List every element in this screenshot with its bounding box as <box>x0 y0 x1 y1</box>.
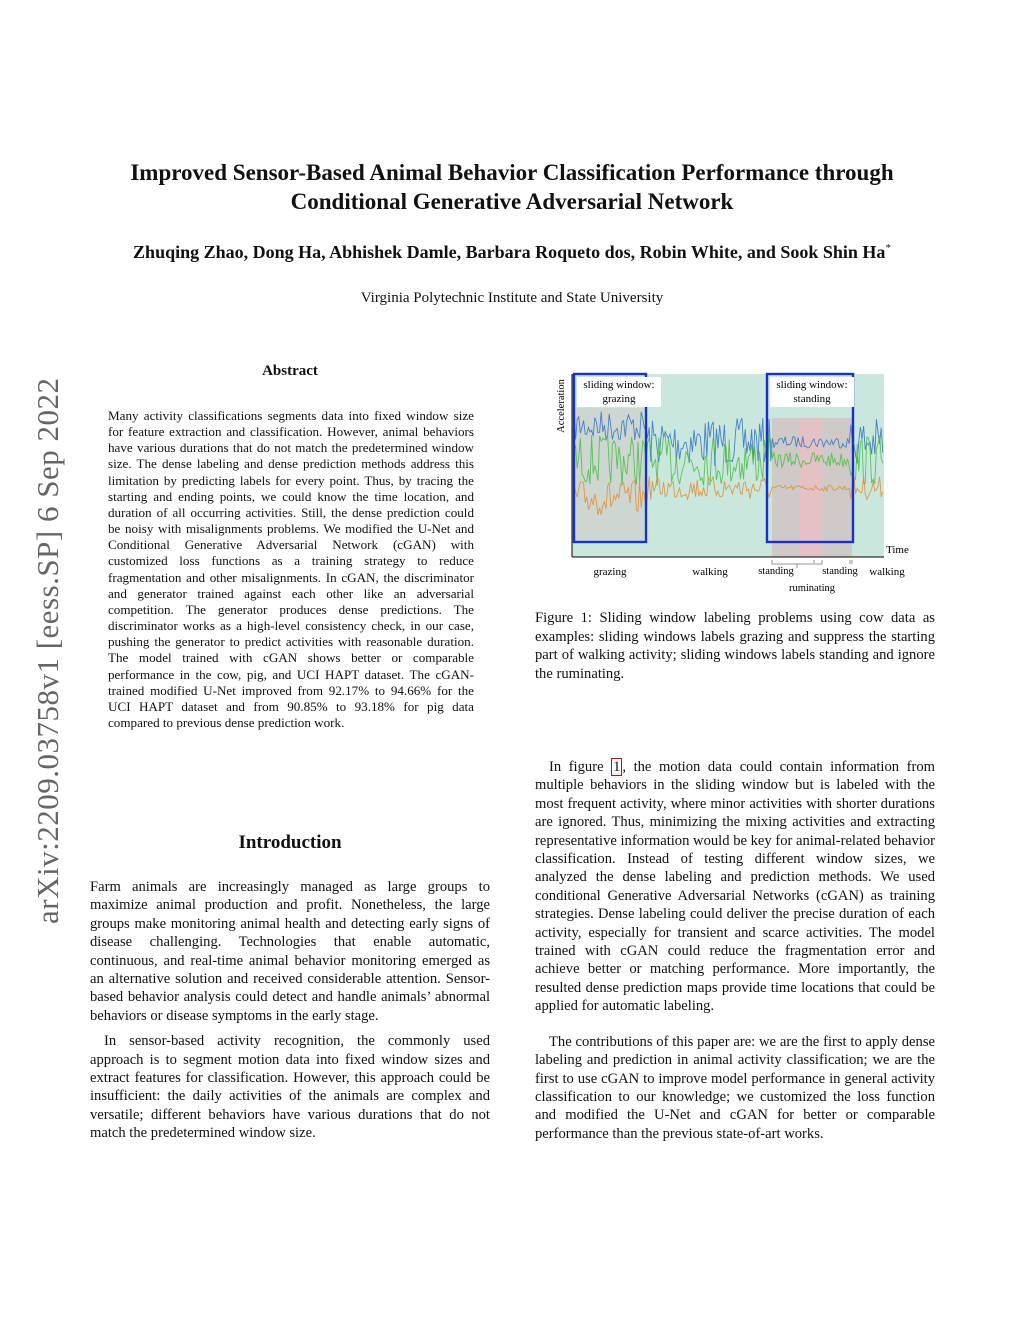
abstract-heading: Abstract <box>262 363 318 379</box>
standing-bracket <box>814 560 852 564</box>
label-grazing: grazing <box>593 566 627 578</box>
intro-paragraph-2: In sensor-based activity recognition, the commonly used approach is to segment motion data into fixed window sizes and extract features for classification. However, this approach could be insufficient: the daily activities of the animals are complex and versatile; different behaviors have various durations that do not match the predetermined window size. <box>90 1033 490 1142</box>
left-column <box>90 878 490 1143</box>
x-axis-label: Time <box>886 544 909 556</box>
abstract-text: Many activity classifications segments data into fixed window size for feature extraction and classification. However, animal behaviors have various durations that do not match the predetermined window size. The dense labeling and dense prediction methods address this limitation by predicting labels for every point. Thus, by tracing the starting and ending points, we could know the time location, and duration of all occurring activities. Still, the dense prediction could be noisy with misalignments problems. We modified the U-Net and Conditional Generative Adversarial Network (cGAN) with customized loss functions as a training strategy to reduce fragmentation and other misalignments. In cGAN, the discriminator and generator trained against each other like an adversarial competition. The generator produces dense predictions. The discriminator works as a high-level consistency check, in our case, pushing the generator to predict activities with reasonable duration. The model trained with cGAN shows better or comparable performance in the cow, pig, and UCI HAPT dataset. The cGAN-trained modified U-Net improved from 92.17% to 94.66% for the UCI HAPT dataset and from 90.85% to 93.18% for pig data compared to previous dense prediction work. <box>108 408 474 730</box>
intro-paragraph-1: Farm animals are increasingly managed as large groups to maximize animal production and profit. Nonetheless, the large groups make monitoring animal health and detecting early signs of disease challenging. Technologies that enable automatic, continuous, and real-time animal behavior monitoring emerged as an alternative solution and received considerable attention. Sensor-based behavior analysis could detect and handle animals’ abnormal behaviors or disease symptoms in the early stage. <box>90 879 490 1024</box>
author-list <box>90 236 934 264</box>
introduction-heading: Introduction <box>238 832 342 853</box>
label-ruminating: ruminating <box>788 583 836 594</box>
p3-after-ref: , the motion data could contain information from multiple behaviors in the sliding window but is labeled with the most frequent activity, where minor activities with shorter durations are ignored. Thus, minimizing the mixing activities and extracting representative information would be key for animal-related behavior classification. Instead of testing different window sizes, we analyzed the dense labeling and prediction methods. We used conditional Generative Adversarial Networks (cGAN) as training strategies. Dense labeling could deliver the precise duration of each activity, especially for transient and scarce activities. The model trained with cGAN could reduce the fragmentation error and achieve better or matching performance. More importantly, the resulted dense prediction maps provide time locations that could be applied for automatic labeling. <box>535 759 935 1015</box>
label-standing-1: standing <box>758 566 794 577</box>
box2-title: sliding window: <box>776 379 848 391</box>
paper-title: Improved Sensor-Based Animal Behavior Classification Performance through Conditional Generative Adversarial Network <box>130 160 894 214</box>
author-names: Zhuqing Zhao, Dong Ha, Abhishek Damle, Barbara Roqueto dos, Robin White, and Sook Shin Ha <box>133 242 886 262</box>
figure-1-reference-link[interactable]: 1 <box>613 759 621 775</box>
y-axis-label: Acceleration <box>556 379 567 433</box>
label-standing-2: standing <box>822 566 858 577</box>
figure-1-plot <box>550 368 920 598</box>
box1-label: grazing <box>602 393 636 405</box>
corresponding-mark: * <box>885 242 891 254</box>
right-column <box>535 758 935 1143</box>
box2-label: standing <box>793 393 831 405</box>
arxiv-stamp: arXiv:2209.03758v1 [eess.SP] 6 Sep 2022 <box>30 377 65 925</box>
label-walking-2: walking <box>869 566 905 578</box>
intro-paragraph-3 <box>535 758 935 1016</box>
figure-1 <box>550 368 920 598</box>
affiliation: Virginia Polytechnic Institute and State University <box>360 290 664 306</box>
figure-1-caption: Figure 1: Sliding window labeling problems using cow data as examples: sliding windows labels grazing and suppress the starting part of walking activity; sliding windows labels standing and ignore the ruminating. <box>535 610 935 682</box>
intro-paragraph-4: The contributions of this paper are: we are the first to apply dense labeling and prediction in animal activity classification; we are the first to use cGAN to improve model performance in general activity classification to our knowledge; we customized the loss function and modified the U-Net and cGAN for better or comparable performance than the previous state-of-art works. <box>535 1033 935 1142</box>
p3-before-ref: In figure <box>549 759 612 775</box>
box1-title: sliding window: <box>583 379 655 391</box>
label-walking-1: walking <box>692 566 728 578</box>
